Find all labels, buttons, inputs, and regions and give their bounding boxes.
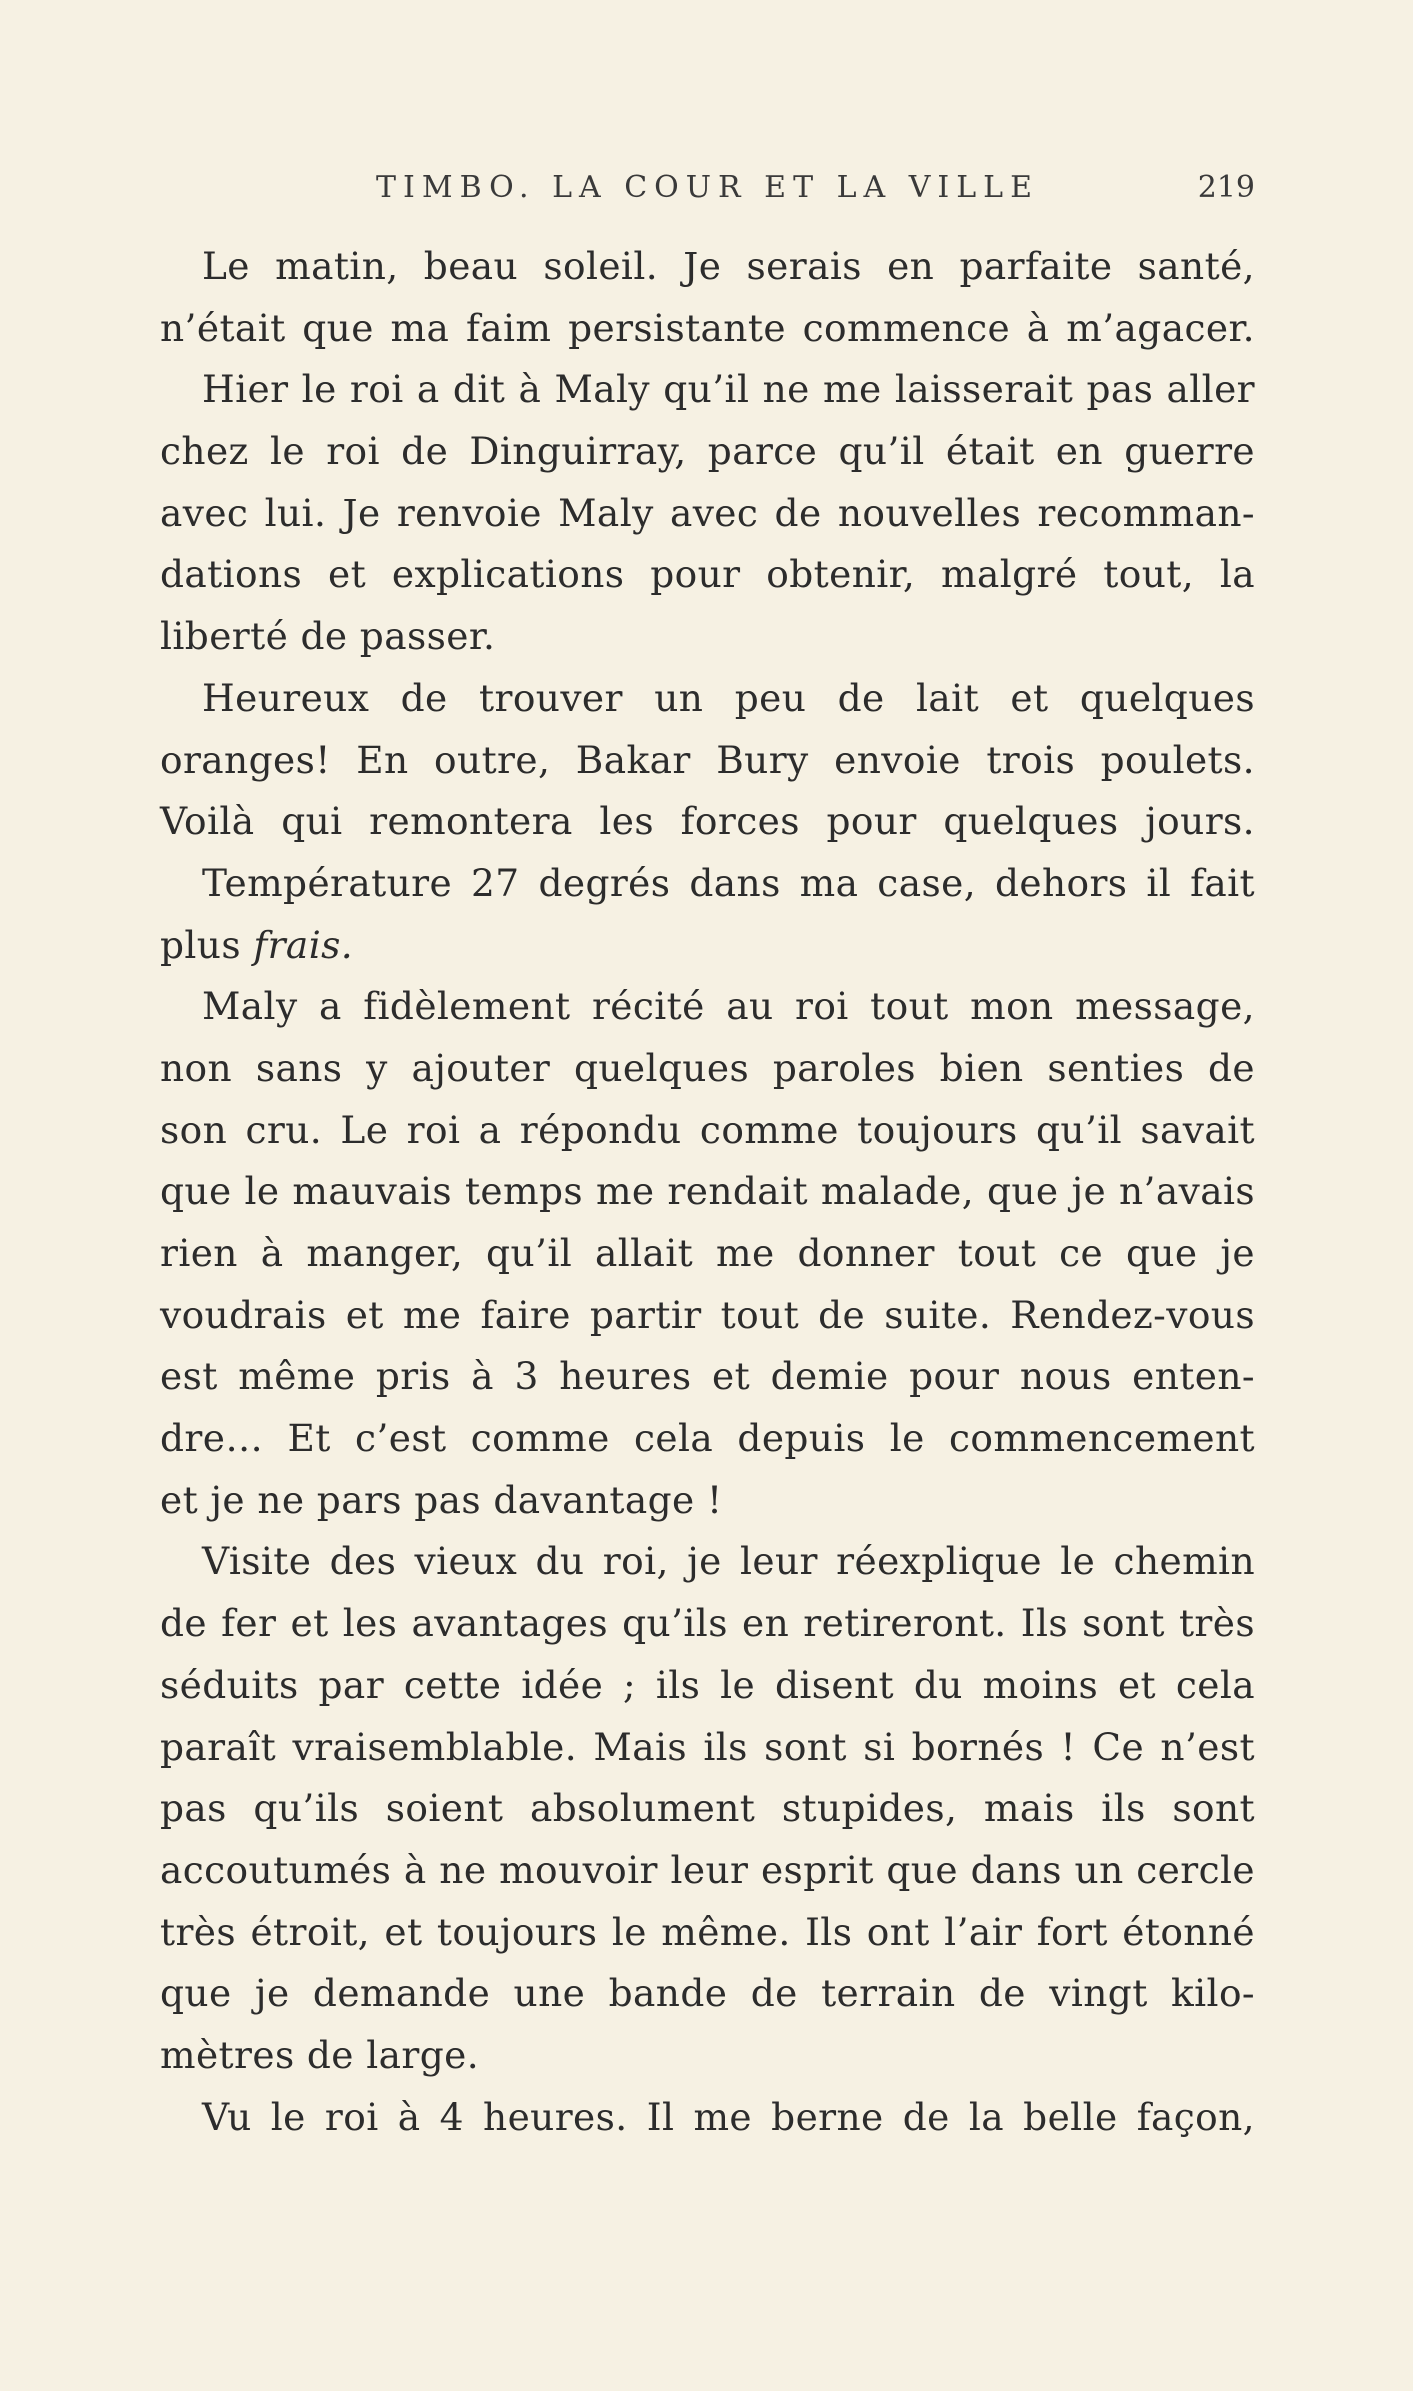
body-text	[160, 236, 1255, 2148]
text-line: de fer et les avantages qu’ils en retireront. Ils sont très	[160, 1601, 1255, 1646]
text-line: accoutumés à ne mouvoir leur esprit que dans un cercle	[160, 1847, 1255, 1892]
text-line: paraît vraisemblable. Mais ils sont si bornés ! Ce n’est	[160, 1724, 1255, 1769]
italic-word: frais.	[253, 922, 354, 967]
text-line: son cru. Le roi a répondu comme toujours qu’il savait	[160, 1107, 1255, 1152]
text-line: et je ne pars pas davantage !	[160, 1477, 723, 1522]
text-line: non sans y ajouter quelques paroles bien senties de	[160, 1045, 1255, 1090]
page-number: 219	[1197, 170, 1255, 205]
text-line: est même pris à 3 heures et demie pour nous enten-	[160, 1354, 1255, 1399]
text-fragment: plus	[160, 922, 254, 967]
text-line: Température 27 degrés dans ma case, dehors il fait	[202, 860, 1255, 905]
text-line: pas qu’ils soient absolument stupides, mais ils sont	[160, 1786, 1255, 1831]
text-line: Maly a fidèlement récité au roi tout mon message,	[202, 984, 1255, 1029]
text-line: que le mauvais temps me rendait malade, que je n’avais	[160, 1169, 1255, 1214]
text-line: Vu le roi à 4 heures. Il me berne de la belle façon,	[202, 2094, 1255, 2139]
text-line: liberté de passer.	[160, 614, 496, 659]
text-line: voudrais et me faire partir tout de suite. Rendez-vous	[160, 1292, 1255, 1337]
text-line: mètres de large.	[160, 2032, 480, 2077]
text-line: Voilà qui remontera les forces pour quelques jours.	[160, 799, 1255, 844]
running-title: TIMBO. LA COUR ET LA VILLE	[376, 170, 1039, 205]
text-line	[160, 915, 1255, 977]
text-line: Le matin, beau soleil. Je serais en parfaite santé,	[202, 244, 1255, 288]
text-line: séduits par cette idée ; ils le disent du moins et cela	[160, 1662, 1255, 1707]
text-line: dations et explications pour obtenir, malgré tout, la	[160, 552, 1255, 597]
text-line: dre… Et c’est comme cela depuis le commencement	[160, 1416, 1255, 1461]
text-line: Visite des vieux du roi, je leur réexplique le chemin	[202, 1539, 1255, 1584]
text-line: Heureux de trouver un peu de lait et quelques	[202, 675, 1255, 720]
running-head	[160, 168, 1255, 208]
text-line: que je demande une bande de terrain de vingt kilo-	[160, 1971, 1255, 2016]
text-line: rien à manger, qu’il allait me donner tout ce que je	[160, 1231, 1255, 1275]
text-line: très étroit, et toujours le même. Ils ont l’air fort étonné	[160, 1909, 1255, 1954]
text-line: Hier le roi a dit à Maly qu’il ne me laisserait pas aller	[202, 367, 1255, 412]
text-line: chez le roi de Dinguirray, parce qu’il était en guerre	[160, 429, 1255, 474]
text-line: oranges! En outre, Bakar Bury envoie trois poulets.	[160, 737, 1255, 782]
text-line: avec lui. Je renvoie Maly avec de nouvelles recomman-	[160, 490, 1255, 535]
text-line: n’était que ma faim persistante commence à m’agacer.	[160, 305, 1255, 350]
